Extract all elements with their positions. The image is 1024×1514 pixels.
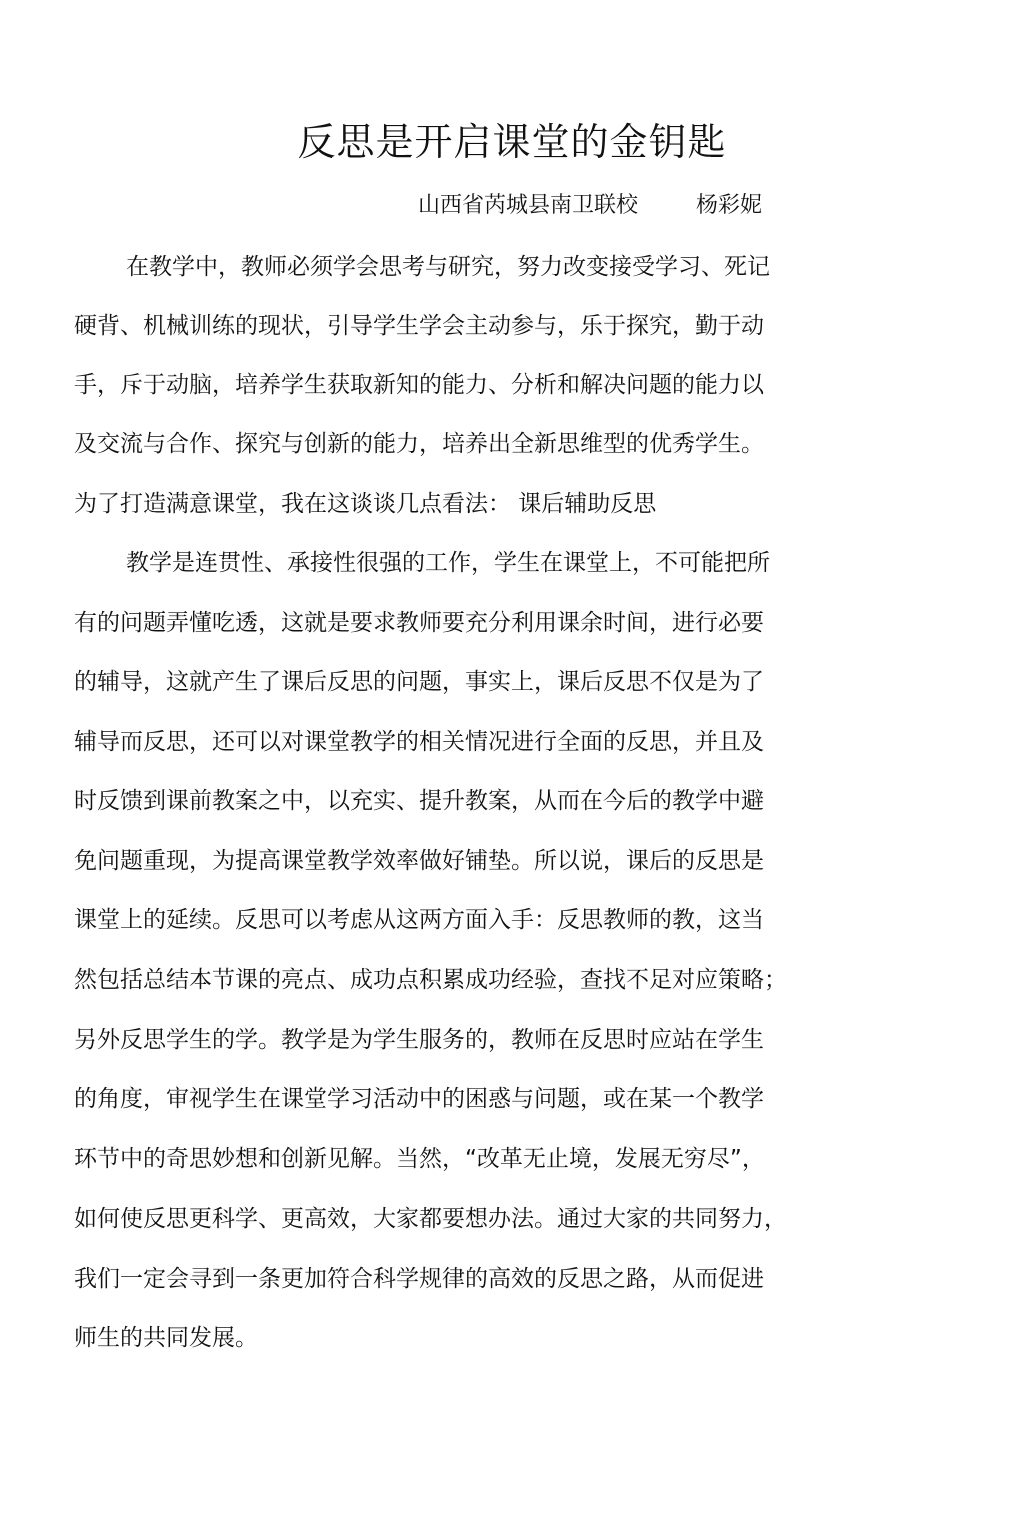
body-line: 免问题重现，为提高课堂教学效率做好铺垫。所以说，课后的反思是 [74, 848, 764, 874]
body-line: 辅导而反思，还可以对课堂教学的相关情况进行全面的反思，并且及 [74, 729, 764, 755]
body-line: 时反馈到课前教案之中，以充实、提升教案，从而在今后的教学中避 [74, 788, 764, 814]
body-line: 然包括总结本节课的亮点、成功点积累成功经验，查找不足对应策略； [74, 967, 787, 993]
body-line: 教学是连贯性、承接性很强的工作，学生在课堂上，不可能把所 [126, 550, 770, 576]
body-line: 课堂上的延续。反思可以考虑从这两方面入手：反思教师的教，这当 [74, 907, 764, 933]
body-line: 为了打造满意课堂，我在这谈谈几点看法： 课后辅助反思 [74, 491, 657, 517]
body-line: 的辅导，这就产生了课后反思的问题，事实上，课后反思不仅是为了 [74, 669, 764, 695]
body-line: 另外反思学生的学。教学是为学生服务的，教师在反思时应站在学生 [74, 1027, 764, 1053]
body-line: 如何使反思更科学、更高效，大家都要想办法。通过大家的共同努力， [74, 1206, 787, 1232]
author-name: 杨彩妮 [696, 193, 763, 218]
body-line: 硬背、机械训练的现状，引导学生学会主动参与，乐于探究，勤于动 [74, 313, 764, 339]
body-line: 手，斥于动脑，培养学生获取新知的能力、分析和解决问题的能力以 [74, 372, 764, 398]
author-affiliation: 山西省芮城县南卫联校 [418, 193, 639, 218]
byline [418, 190, 762, 222]
body-line: 在教学中，教师必须学会思考与研究，努力改变接受学习、死记 [126, 254, 770, 280]
body-line: 有的问题弄懂吃透，这就是要求教师要充分利用课余时间，进行必要 [74, 610, 764, 636]
body-line: 环节中的奇思妙想和创新见解。当然，“改革无止境，发展无穷尽”， [74, 1146, 765, 1172]
body-line: 的角度，审视学生在课堂学习活动中的困惑与问题，或在某一个教学 [74, 1086, 764, 1112]
body-line: 及交流与合作、探究与创新的能力，培养出全新思维型的优秀学生。 [74, 431, 764, 457]
body-line: 师生的共同发展。 [74, 1325, 258, 1351]
document-title: 反思是开启课堂的金钥匙 [297, 120, 727, 164]
body-line: 我们一定会寻到一条更加符合科学规律的高效的反思之路，从而促进 [74, 1266, 764, 1292]
